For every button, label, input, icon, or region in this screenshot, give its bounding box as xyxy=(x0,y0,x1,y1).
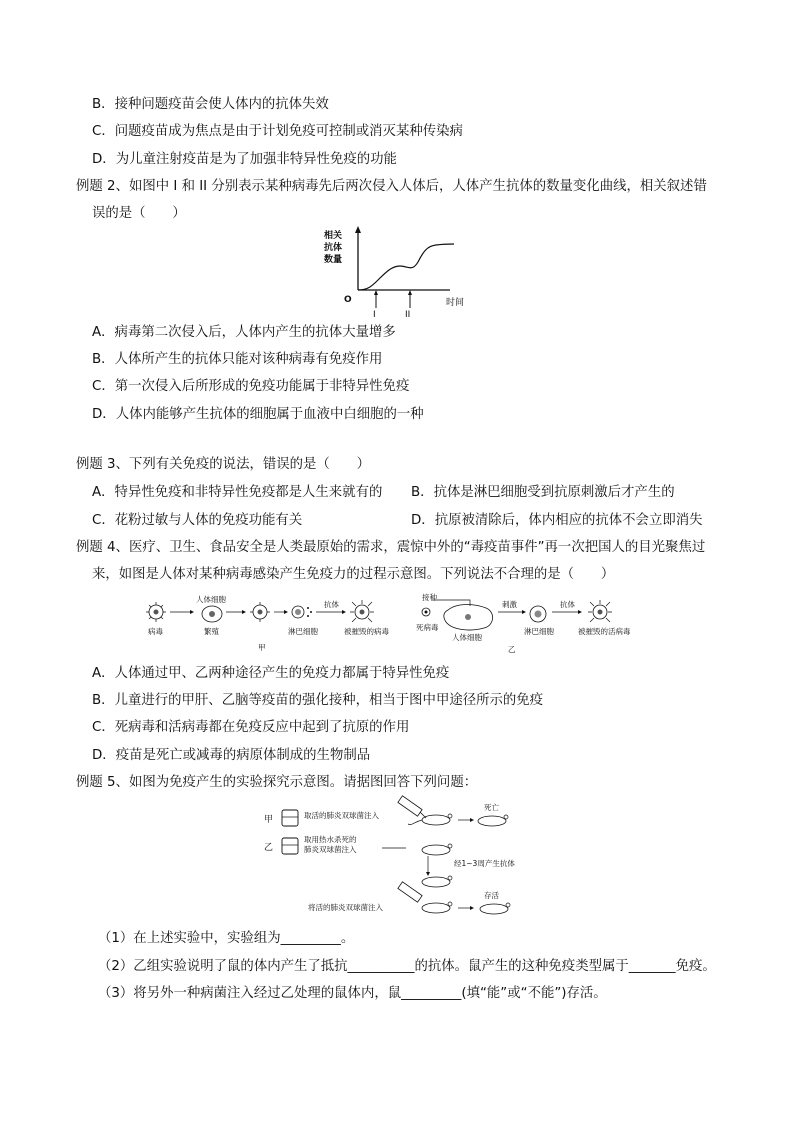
yi-arrow-1 xyxy=(432,600,470,606)
graph-ylabel-3: 数量 xyxy=(324,255,343,265)
beaker-icon-yi xyxy=(282,838,298,854)
lymphocyte-icon xyxy=(292,606,312,618)
jia-arrow-3-head xyxy=(284,610,288,614)
q3-stem: 例题 3、下列有关免疫的说法，错误的是（ ） xyxy=(76,457,370,472)
exp-yi-label: 乙 xyxy=(264,843,274,853)
exp-arrow-1-head xyxy=(470,818,474,822)
q2-option-c: C．第一次侵入后所形成的免疫功能属于非特异性免疫 xyxy=(92,379,410,394)
immune-pathway-diagram xyxy=(140,592,660,654)
mouse-icon-survive xyxy=(480,903,510,914)
yi-antibody-label: 抗体 xyxy=(560,600,575,609)
yi-lymphocyte-icon xyxy=(530,606,546,622)
multiplied-virus-icon xyxy=(250,602,270,622)
jia-arrow-4-head xyxy=(342,610,346,614)
q2-stem-line1: 例题 2、如图中 I 和 II 分别表示某种病毒先后两次侵入人体后，人体产生抗体的数量变化曲线，相关叙述错 xyxy=(76,179,707,194)
yi-destroyed-virus-icon xyxy=(588,600,612,622)
exp-jia-label: 甲 xyxy=(264,815,274,825)
mouse-icon-2 xyxy=(422,844,452,855)
infected-cell-icon xyxy=(202,606,222,622)
graph-ylabel-2: 抗体 xyxy=(324,243,343,253)
q4-option-d: D．疫苗是死亡或减毒的病原体制成的生物制品 xyxy=(92,748,371,763)
graph-origin: O xyxy=(344,295,352,305)
jia-antibody-label: 抗体 xyxy=(324,600,339,609)
yi-label: 乙 xyxy=(508,645,516,654)
q5-subquestion-1: （1）在上述实验中，实验组为_________。 xyxy=(98,931,355,946)
yi-stimulate-label: 刺激 xyxy=(502,600,517,609)
exp-dead-label: 死亡 xyxy=(484,803,499,812)
exp-arrow-3-head xyxy=(426,872,430,876)
exp-arrow-4-head xyxy=(470,906,474,910)
q2-option-d: D．人体内能够产生抗体的细胞属于血液中白细胞的一种 xyxy=(92,407,424,422)
graph-ylabel-1: 相关 xyxy=(324,231,343,241)
mouse-icon-1 xyxy=(408,814,452,825)
jia-lymph-label: 淋巴细胞 xyxy=(288,627,318,636)
pathway-jia xyxy=(146,594,389,652)
graph-arrow-2-head xyxy=(408,290,412,295)
mouse-icon-3 xyxy=(422,876,452,887)
jia-arrow-1-head xyxy=(190,610,194,614)
destroyed-virus-icon xyxy=(350,600,374,622)
graph-y-arrow xyxy=(355,226,361,233)
mouse-experiment-diagram xyxy=(262,796,522,924)
exp-inject-live-2: 将活的肺炎双球菌注入 xyxy=(308,903,383,912)
exp-weeks-label: 经1~3周产生抗体 xyxy=(454,859,515,868)
dead-virus-icon xyxy=(422,608,430,616)
graph-arrow-1-head xyxy=(374,290,378,295)
yi-inoculate-label: 接种 xyxy=(422,593,437,602)
mouse-icon-4 xyxy=(422,902,452,913)
jia-label: 甲 xyxy=(258,643,266,652)
jia-reproduce-label: 繁殖 xyxy=(204,627,219,636)
q4-stem-line2: 来，如图是人体对某种病毒感染产生免疫力的过程示意图。下列说法不合理的是（ ） xyxy=(92,567,615,582)
q5-subquestion-2: （2）乙组实验说明了鼠的体内产生了抵抗__________的抗体。鼠产生的这种免疫类型属于_______免疫。 xyxy=(98,959,716,974)
q3-option-b: B．抗体是淋巴细胞受到抗原刺激后才产生的 xyxy=(411,485,675,500)
pathway-yi xyxy=(416,592,631,654)
graph-xlabel: 时间 xyxy=(446,298,465,308)
graph-curve xyxy=(358,244,454,290)
antibody-curve-graph xyxy=(320,226,480,318)
jia-virus-label: 病毒 xyxy=(148,627,163,636)
q5-stem: 例题 5、如图为免疫产生的实验探究示意图。请据图回答下列问题： xyxy=(76,775,478,790)
yi-dead-virus-label: 死病毒 xyxy=(416,623,439,632)
syringe-icon-1 xyxy=(398,796,426,818)
exp-inject-heat-1: 取用热水杀死的 xyxy=(304,835,357,844)
q1-option-d: D．为儿童注射疫苗是为了加强非特异性免疫的功能 xyxy=(92,152,397,167)
q4-option-b: B．儿童进行的甲肝、乙脑等疫苗的强化接种，相当于图中甲途径所示的免疫 xyxy=(92,693,544,708)
q2-option-b: B．人体所产生的抗体只能对该种病毒有免疫作用 xyxy=(92,352,383,367)
q2-option-a: A．病毒第二次侵入后，人体内产生的抗体大量增多 xyxy=(92,325,396,340)
q2-stem-line2: 误的是（ ） xyxy=(92,206,186,221)
mouse-icon-dead xyxy=(478,815,508,826)
jia-destroyed-label: 被摧毁的病毒 xyxy=(344,627,389,636)
graph-mark-1: I xyxy=(373,310,376,320)
q5-subquestion-3: （3）将另外一种病菌注入经过乙处理的鼠体内，鼠_________(填“能”或“不能”)存活。 xyxy=(98,986,607,1001)
virus-icon xyxy=(146,602,166,622)
yi-arrow-3-head xyxy=(578,610,582,614)
beaker-icon-jia xyxy=(282,810,298,826)
jia-body-cells-label: 人体细胞 xyxy=(196,595,226,604)
human-cell-icon xyxy=(444,605,493,631)
exp-inject-heat-2: 肺炎双球菌注入 xyxy=(304,845,357,854)
q4-stem-line1: 例题 4、医疗、卫生、食品安全是人类最原始的需求，震惊中外的“毒疫苗事件”再一次把国人的目光聚焦过 xyxy=(76,540,706,555)
yi-destroyed-label: 被摧毁的活病毒 xyxy=(578,627,631,636)
q1-option-c: C．问题疫苗成为焦点是由于计划免疫可控制或消灭某种传染病 xyxy=(92,124,463,139)
graph-mark-2: II xyxy=(405,310,411,320)
yi-body-cell-label: 人体细胞 xyxy=(452,633,482,642)
q4-option-c: C．死病毒和活病毒都在免疫反应中起到了抗原的作用 xyxy=(92,720,410,735)
syringe-icon-2 xyxy=(398,882,422,902)
yi-lymph-label: 淋巴细胞 xyxy=(524,627,554,636)
yi-arrow-2-head xyxy=(522,610,526,614)
q3-option-d: D．抗原被清除后，体内相应的抗体不会立即消失 xyxy=(411,513,703,528)
q1-option-b: B．接种问题疫苗会使人体内的抗体失效 xyxy=(92,97,329,112)
q4-option-a: A．人体通过甲、乙两种途径产生的免疫力都属于特异性免疫 xyxy=(92,666,450,681)
q3-option-a: A．特异性免疫和非特异性免疫都是人生来就有的 xyxy=(92,485,383,500)
exp-inject-live: 取活的肺炎双球菌注入 xyxy=(304,811,379,820)
jia-arrow-2-head xyxy=(242,610,246,614)
q3-option-c: C．花粉过敏与人体的免疫功能有关 xyxy=(92,513,303,528)
exp-survive-label: 存活 xyxy=(484,891,499,900)
